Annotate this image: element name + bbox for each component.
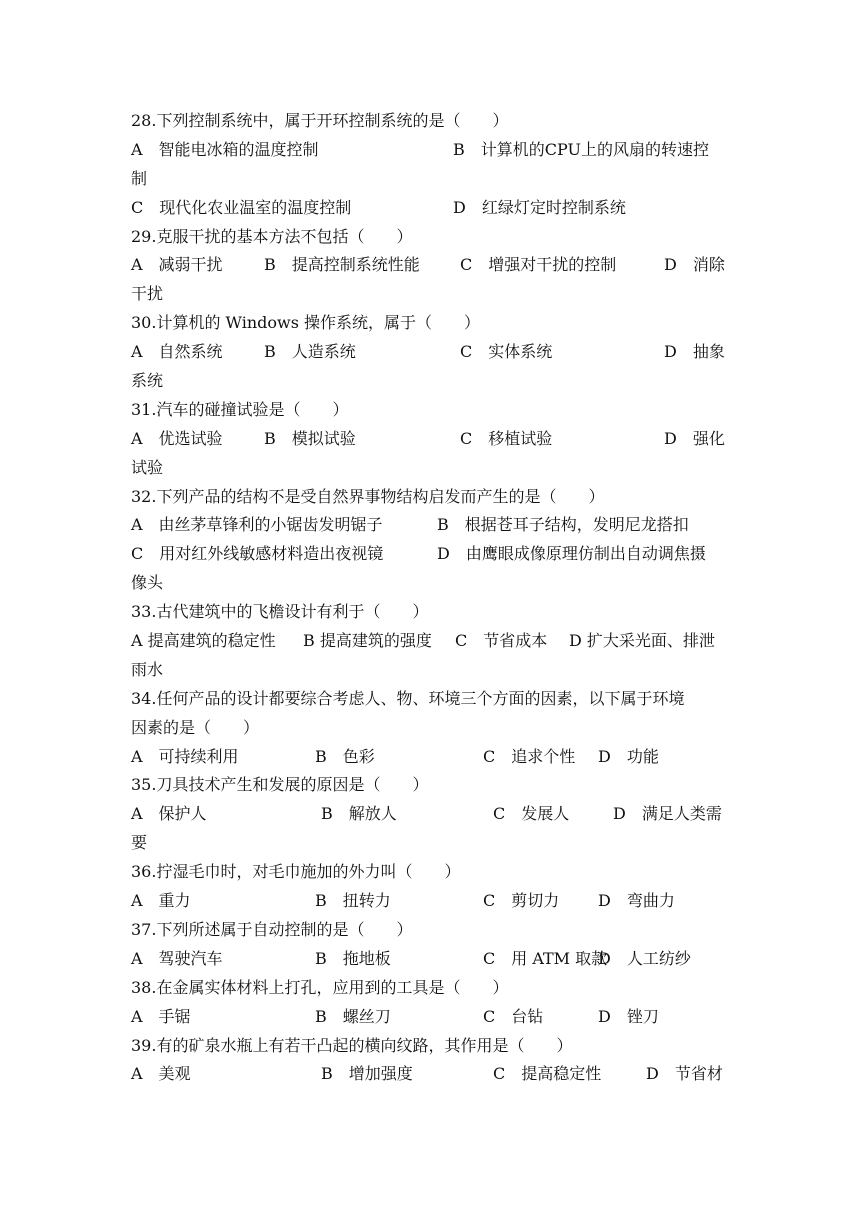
option-d: D 锉刀 xyxy=(598,1006,659,1026)
option-a: A 提高建筑的稳定性 xyxy=(131,631,276,651)
question-stem-29: 29.克服干扰的基本方法不包括（ ） xyxy=(131,226,413,246)
option-d: D 功能 xyxy=(598,746,659,766)
option-continuation: 试验 xyxy=(131,457,164,477)
option-c: C 提高稳定性 xyxy=(493,1064,602,1084)
options-line xyxy=(131,945,731,974)
question-stem-37: 37.下列所述属于自动控制的是（ ） xyxy=(131,919,413,939)
options-line xyxy=(131,800,731,829)
option-a: A 优选试验 xyxy=(131,428,223,448)
option-c: C 用对红外线敏感材料造出夜视镜 xyxy=(131,544,384,564)
options-line xyxy=(131,425,731,454)
option-b: B 螺丝刀 xyxy=(315,1006,391,1026)
options-line xyxy=(131,569,731,598)
options-line xyxy=(131,251,731,280)
options-line xyxy=(131,627,731,656)
option-c: C 增强对干扰的控制 xyxy=(460,255,617,275)
options-line xyxy=(131,743,731,772)
option-d: D 节省材 xyxy=(646,1064,723,1084)
question-stem-34-cont: 因素的是（ ） xyxy=(131,717,260,737)
option-b: B 人造系统 xyxy=(264,342,356,362)
options-line xyxy=(131,338,731,367)
options-line xyxy=(131,165,731,194)
option-d: D 扩大采光面、排泄 xyxy=(569,631,715,651)
option-b: B 色彩 xyxy=(315,746,375,766)
option-c: C 用 ATM 取款 xyxy=(483,948,608,968)
options-line xyxy=(131,656,731,685)
option-d: D 由鹰眼成像原理仿制出自动调焦摄 xyxy=(437,544,706,564)
options-line xyxy=(131,829,731,858)
question-stem-34: 34.任何产品的设计都要综合考虑人、物、环境三个方面的因素，以下属于环境 xyxy=(131,688,685,708)
option-a: A 重力 xyxy=(131,891,191,911)
question-stem-35: 35.刀具技术产生和发展的原因是（ ） xyxy=(131,775,429,795)
option-a: A 自然系统 xyxy=(131,342,223,362)
options-line xyxy=(131,1060,731,1089)
options-line xyxy=(131,194,731,223)
option-d: D 强化 xyxy=(664,428,725,448)
options-line xyxy=(131,454,731,483)
option-c: C 追求个性 xyxy=(483,746,576,766)
option-a: A 智能电冰箱的温度控制 xyxy=(131,139,319,159)
options-line xyxy=(131,1003,731,1032)
question-stem-30: 30.计算机的 Windows 操作系统，属于（ ） xyxy=(131,313,480,333)
option-a: A 可持续利用 xyxy=(131,746,239,766)
option-b: B 解放人 xyxy=(321,804,397,824)
option-d: D 红绿灯定时控制系统 xyxy=(453,197,626,217)
question-stem-38: 38.在金属实体材料上打孔，应用到的工具是（ ） xyxy=(131,977,509,997)
option-b: B 提高建筑的强度 xyxy=(303,631,432,651)
option-continuation: 制 xyxy=(131,168,148,188)
options-line xyxy=(131,280,731,309)
option-d: D 抽象 xyxy=(664,342,725,362)
question-stem-31: 31.汽车的碰撞试验是（ ） xyxy=(131,399,349,419)
option-a: A 美观 xyxy=(131,1064,191,1084)
option-d: D 消除 xyxy=(664,255,725,275)
option-c: C 台钻 xyxy=(483,1006,544,1026)
option-c: C 节省成本 xyxy=(455,631,548,651)
question-stem-39: 39.有的矿泉水瓶上有若干凸起的横向纹路，其作用是（ ） xyxy=(131,1035,573,1055)
option-b: B 增加强度 xyxy=(321,1064,413,1084)
option-a: A 由丝茅草锋利的小锯齿发明锯子 xyxy=(131,515,383,535)
option-c: C 发展人 xyxy=(493,804,570,824)
option-continuation: 系统 xyxy=(131,371,164,391)
option-b: B 提高控制系统性能 xyxy=(264,255,420,275)
option-c: C 移植试验 xyxy=(460,428,553,448)
option-a: A 保护人 xyxy=(131,804,207,824)
option-b: B 根据苍耳子结构，发明尼龙搭扣 xyxy=(437,515,689,535)
option-b: B 扭转力 xyxy=(315,891,391,911)
options-line xyxy=(131,540,731,569)
question-stem-32: 32.下列产品的结构不是受自然界事物结构启发而产生的是（ ） xyxy=(131,486,605,506)
option-d: D 弯曲力 xyxy=(598,891,675,911)
option-c: C 现代化农业温室的温度控制 xyxy=(131,197,352,217)
question-stem-36: 36.拧湿毛巾时，对毛巾施加的外力叫（ ） xyxy=(131,862,461,882)
option-continuation: 雨水 xyxy=(131,659,164,679)
option-continuation: 像头 xyxy=(131,573,164,593)
option-d: D 满足人类需 xyxy=(613,804,722,824)
option-c: C 实体系统 xyxy=(460,342,553,362)
option-d: D 人工纺纱 xyxy=(598,948,691,968)
option-b: B 计算机的CPU上的风扇的转速控 xyxy=(453,139,709,159)
option-a: A 减弱干扰 xyxy=(131,255,223,275)
option-b: B 拖地板 xyxy=(315,948,391,968)
option-continuation: 要 xyxy=(131,833,148,853)
options-line xyxy=(131,887,731,916)
option-a: A 驾驶汽车 xyxy=(131,948,223,968)
exam-page xyxy=(131,107,731,1089)
options-line xyxy=(131,367,731,396)
option-c: C 剪切力 xyxy=(483,891,560,911)
option-continuation: 干扰 xyxy=(131,284,164,304)
options-line xyxy=(131,136,731,165)
option-a: A 手锯 xyxy=(131,1006,191,1026)
question-stem-33: 33.古代建筑中的飞檐设计有利于（ ） xyxy=(131,602,429,622)
option-b: B 模拟试验 xyxy=(264,428,356,448)
question-stem-28: 28.下列控制系统中，属于开环控制系统的是（ ） xyxy=(131,111,509,130)
options-line xyxy=(131,511,731,540)
